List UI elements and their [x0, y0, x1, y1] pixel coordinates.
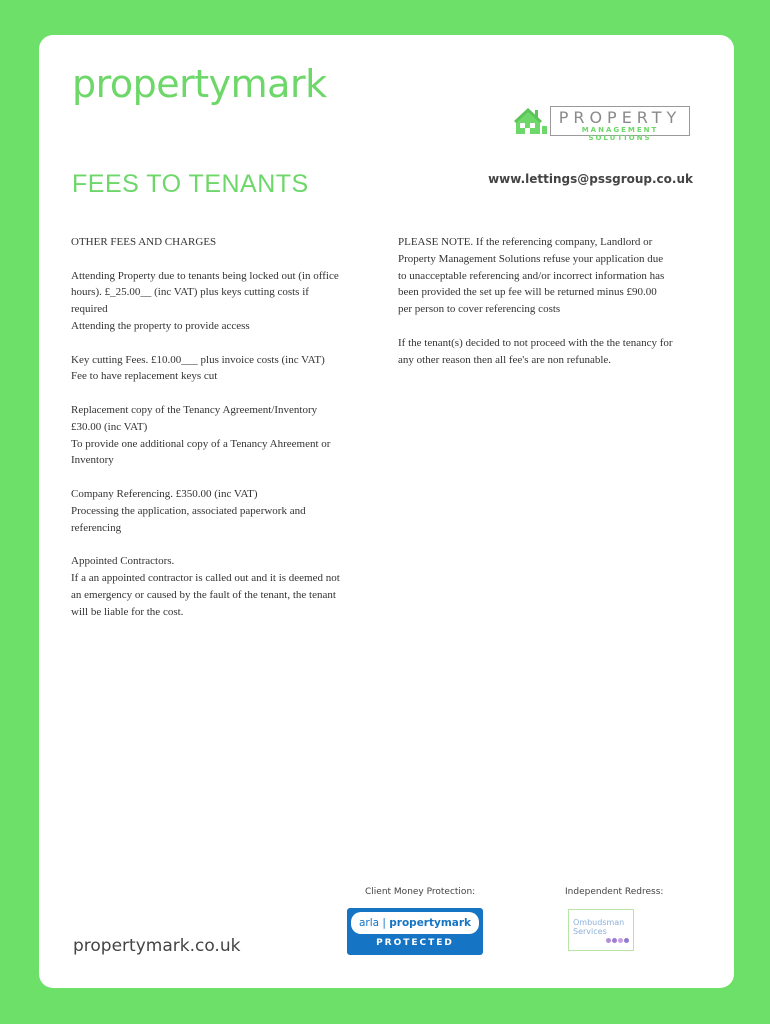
arla-text: arla	[358, 917, 380, 929]
dot	[618, 938, 623, 943]
services-text: Services	[573, 927, 607, 936]
text-line: Attending the property to provide access	[71, 319, 250, 332]
dot	[606, 938, 611, 943]
contact-email: www.lettings@pssgroup.co.uk	[488, 172, 693, 186]
paragraph-contractors	[71, 553, 371, 620]
client-money-protection-caption: Client Money Protection:	[365, 887, 476, 897]
text-line: to unacceptable referencing and/or incorrect information has	[398, 269, 665, 282]
ombudsman-dots-icon	[606, 930, 630, 948]
text-line: referencing	[71, 521, 122, 534]
paragraph-non-refundable	[398, 335, 698, 369]
paragraph-other-fees	[71, 234, 371, 251]
notes-column-right	[398, 234, 698, 385]
document-card	[39, 35, 734, 988]
dot	[612, 938, 617, 943]
text-line: Key cutting Fees. £10.00___ plus invoice costs (inc VAT)	[71, 353, 325, 366]
text-line: Processing the application, associated paperwork and	[71, 504, 306, 517]
text-line: Fee to have replacement keys cut	[71, 370, 218, 383]
paragraph-replacement-copy-fee	[71, 402, 371, 469]
text-line: PLEASE NOTE. If the referencing company, Landlord or	[398, 236, 653, 248]
text-line: If the tenant(s) decided to not proceed with the the tenancy for	[398, 336, 673, 349]
fees-column-left	[71, 234, 371, 637]
text-line: To provide one additional copy of a Tenancy Ahreement or	[71, 437, 331, 450]
arla-badge-title	[351, 912, 479, 934]
text-line: will be liable for the cost.	[71, 605, 184, 618]
text-line: Replacement copy of the Tenancy Agreement/Inventory	[71, 403, 318, 416]
text-line: Appointed Contractors.	[71, 555, 175, 568]
text-line: hours). £_25.00__ (inc VAT) plus keys cutting costs if	[71, 286, 309, 299]
arla-protected-text: PROTECTED	[376, 938, 454, 948]
paragraph-please-note	[398, 234, 698, 318]
text-line: been provided the set up fee will be returned minus £90.00	[398, 286, 657, 299]
property-management-solutions-logo	[514, 104, 694, 140]
text-line: an emergency or caused by the fault of the tenant, the tenant	[71, 588, 336, 601]
paragraph-key-cutting-fee	[71, 352, 371, 386]
text-line: Attending Property due to tenants being locked out (in office	[71, 269, 339, 282]
text-line: required	[71, 303, 108, 316]
house-icon	[514, 106, 548, 136]
logo-textbox	[550, 106, 690, 142]
logo-subtitle: MANAGEMENT SOLUTIONS	[581, 126, 659, 142]
propertymark-logo: propertymark	[72, 62, 327, 106]
ombudsman-text: Ombudsman	[573, 918, 625, 927]
text-line: If a an appointed contractor is called out and it is deemed not	[71, 571, 340, 584]
text-line: OTHER FEES AND CHARGES	[71, 236, 217, 248]
arla-propertymark-text: propertymark	[389, 917, 472, 929]
logo-word: PROPERTY	[558, 108, 682, 127]
text-line: Inventory	[71, 454, 114, 467]
paragraph-referencing-fee	[71, 486, 371, 536]
dot	[624, 938, 629, 943]
page-title: FEES TO TENANTS	[72, 170, 309, 198]
footer-website: propertymark.co.uk	[73, 936, 241, 956]
ombudsman-services-logo	[568, 909, 634, 951]
independent-redress-caption: Independent Redress:	[565, 887, 664, 897]
text-line: any other reason then all fee's are non refunable.	[398, 353, 612, 366]
text-line: £30.00 (inc VAT)	[71, 420, 148, 433]
text-line: Property Management Solutions refuse your application due	[398, 252, 664, 265]
text-line: Company Referencing. £350.00 (inc VAT)	[71, 487, 258, 500]
text-line: per person to cover referencing costs	[398, 303, 561, 316]
arla-separator: |	[379, 917, 390, 929]
arla-propertymark-protected-badge	[347, 908, 483, 955]
paragraph-lockout-fee	[71, 268, 371, 335]
